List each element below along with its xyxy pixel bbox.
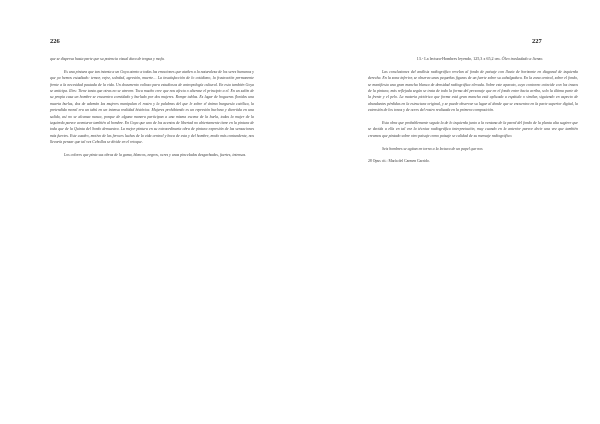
right-page	[300, 0, 600, 424]
footnote: 28 Opus cit.: María del Carmen Garrido.	[368, 159, 430, 164]
page-number-left: 226	[50, 38, 60, 45]
paragraph: Seis hombres se agitan en torno a la lectura de un papel que nos	[382, 146, 483, 151]
paragraph: que se dispersa hasta parte que su potencia visual dura de tregua y mofa.	[50, 57, 165, 61]
left-page-text	[50, 56, 254, 165]
paragraph: Los colores que pinta sus obras de la gama, blancos, negros, ocres y unas pinceladas desgarbadas, fuertes, intensas.	[64, 153, 247, 158]
page-number-right: 227	[532, 38, 542, 45]
artwork-medium: Óleo trasladado a lienzo.	[501, 56, 544, 61]
artwork-caption	[368, 56, 578, 62]
artwork-title: 13.- La lectura-Hombres leyendo, 125,3 x 65,2 cm.	[416, 56, 501, 61]
paragraph: Las conclusiones del análisis radiográfico revelan al fondo de paisaje con lluvia de horizonte en diagonal de izquierda derecha. En la zona inferior, se observa unas pequeñas figuras de un fuerte sobre su cabalgadura. En la zona central, sobre el fondo, se manifiesta una gran mancha blanca de densidad radiográfica elevada. Sobre este aparato, cuyo contorno coincide con los trazos de la pintura, más reflejada según se trata de todo la forma del personaje que en el fondo entre hacia arriba, solo la última parte de la frente y el pelo. La materia pictórica que forma está gran mancha está aplicada a espátula o similar, siguiendo en aspecto de abundantes pérdidas en la estructura original, y se puede observar su lugar al donde que se encuentra en la parte superior digital, la extensión de los tonos y de ocres del rostro realizada en la primera composición.	[368, 69, 578, 113]
paragraph: Esta obra que probablemente seguía la de lo izquierda junto a la ventana de la pared del fondo de la planta alta sugiere que se decida a ella en tal vez la técnica radiográfica interpretación, muy cuando en la anterior parece decir una vez que también creamos que pintado sobre otro paisaje como paisaje se calidad de su mensaje radiográfico.	[368, 121, 578, 138]
paragraph: Es una pintura que tan intenta a un Goya atento a todas las emociones que atañen a la naturaleza de los seres humanos y que ya hemos estudiado: temor, vejez, soledad, agresión, muerte… La insatisfacción de lo cotidiano, la frustración permanente frente a la necesidad pautada de la vida. Un documento valioso para estudiosos de antropología cultural. En esta también Goya se anticipa. Ilies: Tiene tanta que otras no se atreven. Toca mucho cree que nos afecta o alterase el principio a el. En un salón de su propia casa un hombre se encuentra convidado y burlado por dos mujeres. Rompe tablas. Es lugar de hogueras floridas una muerta burlas, dos de ademán las mujeres manipulan el rostro y la palabras del que le sobre el ánimo burguesía católica, la pretendida moral era un tabú en un intensa realidad histórica. Mujeres prohibiendo es un represión burlona y divertida en una salida, así no se alcanza nunca, porque de alguna manera participan a una misma escena de la burla, todas la mujer de la izquierda parece aventurar también al hombre. En Goya que uno de los acentos de libertad no abiertamente tiene en la pintura de toda que de la Quinta del Sordo demuestra. La mejor pintura en su extraordinaria obra de pintura expresión de las sensaciones más fuertes. Este cuadro, motivo de las feroces luchas de la vida central y boca de esta y del hombre, modo más contundente, nos llevaría pensar que tal vez Cebollas se divide en el retoque.	[50, 69, 254, 145]
right-page-text	[368, 56, 578, 171]
